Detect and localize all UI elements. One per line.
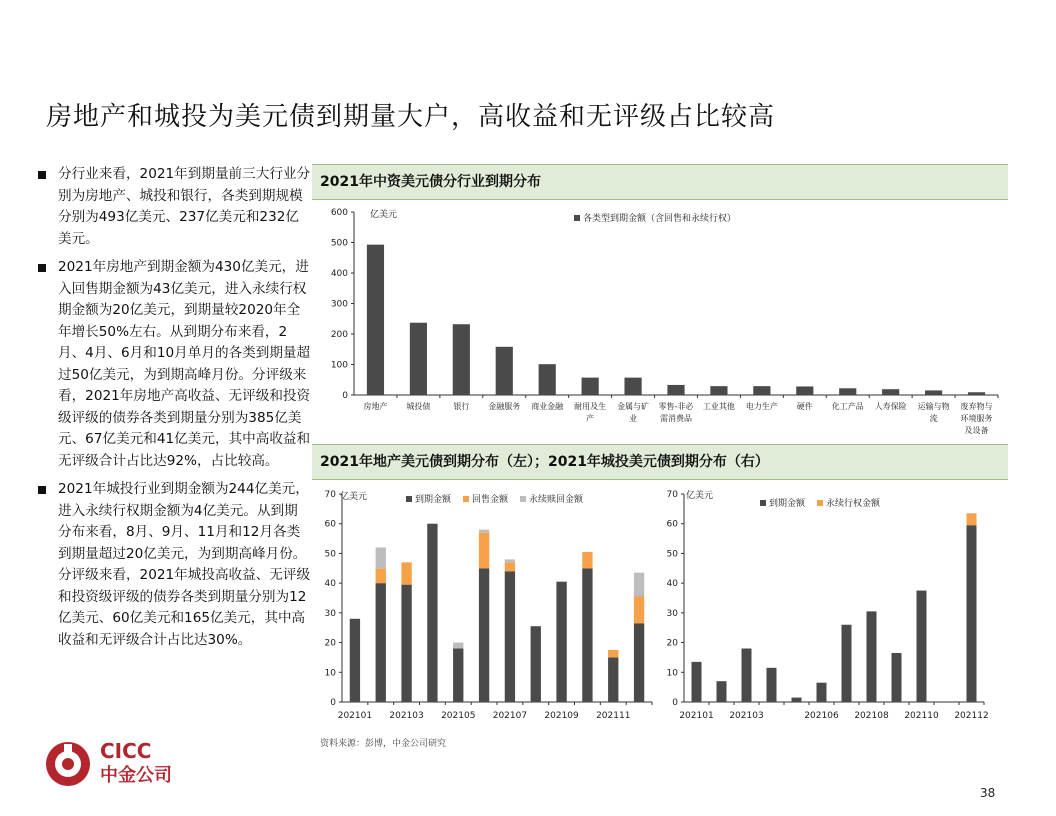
property-y-tick-label: 0	[330, 698, 336, 708]
lgfv-legend-label-0: 到期金额	[769, 499, 806, 509]
industry-category-label: 电力生产	[745, 402, 778, 411]
industry-y-tick-label: 500	[330, 238, 348, 249]
industry-category-label: 流	[929, 414, 938, 423]
property-y-tick-label: 70	[324, 490, 336, 500]
lgfv-unit-label: 亿美元	[686, 491, 714, 501]
property-bar-s0-5	[479, 568, 489, 702]
industry-category-label: 城投债	[406, 402, 431, 411]
lgfv-x-tick-label: 202101	[679, 711, 714, 721]
property-y-tick-label: 20	[324, 638, 336, 649]
industry-bar-s0-7	[667, 385, 684, 395]
property-bar-s1-11	[634, 597, 644, 624]
lgfv-bar-s0-7	[867, 611, 877, 702]
property-legend-label-1: 回售金额	[472, 495, 509, 505]
lgfv-bar-s0-8	[892, 653, 902, 702]
industry-bar-s0-2	[453, 324, 470, 395]
lgfv-bar-s0-4	[792, 698, 802, 702]
industry-maturity-chart	[312, 202, 1008, 440]
industry-y-tick-label: 0	[342, 391, 348, 401]
bullet-square-icon	[38, 486, 46, 494]
lgfv-x-tick-label: 202110	[904, 711, 939, 721]
industry-category-label: 硬件	[796, 402, 813, 411]
industry-bar-s0-8	[710, 386, 727, 395]
industry-bar-s0-9	[753, 386, 770, 395]
page-title: 房地产和城投为美元债到期量大户，高收益和无评级占比较高	[46, 102, 776, 132]
lgfv-maturity-chart	[664, 482, 1008, 728]
property-bar-s2-6	[505, 559, 515, 562]
logo-text-en: CICC	[100, 739, 152, 763]
property-maturity-chart	[312, 482, 664, 728]
bullet-item	[36, 164, 311, 250]
industry-category-label: 耐用及生	[574, 402, 607, 411]
property-x-tick-label: 202103	[389, 711, 424, 721]
property-bar-s0-2	[401, 585, 411, 702]
lgfv-bar-s0-2	[742, 649, 752, 702]
industry-category-label: 化工产品	[831, 402, 864, 411]
property-bar-s1-1	[376, 568, 386, 583]
property-legend-swatch-0	[406, 496, 412, 502]
industry-category-label: 工业其他	[702, 402, 735, 411]
industry-bar-s0-4	[539, 364, 556, 395]
lgfv-y-tick-label: 30	[666, 608, 678, 619]
industry-bar-s0-10	[796, 386, 813, 395]
property-bar-s1-2	[401, 562, 411, 584]
industry-bar-s0-5	[582, 378, 599, 395]
lgfv-legend-label-1: 永续行权金额	[826, 499, 881, 509]
lgfv-bar-s0-5	[817, 683, 827, 702]
source-note: 资料来源：彭博，中金公司研究	[320, 739, 447, 749]
bullet-text: 分行业来看，2021年到期量前三大行业分别为房地产、城投和银行，各类到期规模分别为493亿美元、237亿美元和232亿美元。	[58, 166, 311, 247]
property-bar-s0-11	[634, 623, 644, 702]
industry-bar-s0-3	[496, 347, 513, 395]
property-y-tick-label: 60	[324, 519, 336, 530]
bullet-square-icon	[38, 171, 46, 179]
industry-bar-s0-13	[925, 390, 942, 395]
industry-bar-s0-12	[882, 389, 899, 395]
property-bar-s0-10	[608, 657, 618, 702]
lgfv-x-tick-label: 202103	[729, 711, 764, 721]
lgfv-bar-s0-11	[967, 525, 977, 702]
industry-chart-title: 2021年中资美元债分行业到期分布	[312, 164, 1008, 200]
industry-unit-label: 亿美元	[370, 210, 398, 220]
property-bar-s0-1	[376, 583, 386, 702]
industry-category-label: 运输与物	[917, 402, 950, 411]
property-lgfv-chart-title: 2021年地产美元债到期分布（左）；2021年城投美元债到期分布（右）	[312, 444, 1008, 480]
property-x-tick-label: 202101	[337, 711, 373, 721]
industry-category-label: 零售-非必	[658, 402, 694, 411]
logo-text-cn: 中金公司	[100, 765, 172, 786]
industry-legend-swatch-0	[574, 215, 580, 221]
property-bar-s1-5	[479, 533, 489, 569]
property-bar-s0-8	[556, 582, 566, 702]
property-bar-s0-3	[427, 524, 437, 702]
lgfv-bar-s0-1	[717, 681, 727, 702]
property-bar-s0-9	[582, 568, 592, 702]
lgfv-y-tick-label: 20	[666, 638, 678, 649]
lgfv-bar-s1-11	[967, 513, 977, 525]
property-y-tick-label: 10	[324, 668, 336, 679]
property-bar-s0-7	[531, 626, 541, 702]
bullet-list	[36, 164, 311, 658]
bullet-text: 2021年城投行业到期金额为244亿美元，进入永续行权期金额为4亿美元。从到期分布来看，8月、9月、11月和12月各类到期量超过20亿美元，为到期高峰月份。分评级来看，2021年城投高收益、无评级和投资级评级的债券各类到期量分别为12亿美元、60亿美元和165亿美元，其中高收益和无评级合计占比达30%。	[58, 481, 311, 648]
lgfv-bar-s0-9	[917, 591, 927, 702]
property-bar-s0-4	[453, 649, 463, 702]
property-bar-s1-10	[608, 650, 618, 657]
property-x-tick-label: 202111	[596, 711, 631, 721]
industry-category-label: 及设备	[964, 426, 989, 435]
industry-y-tick-label: 200	[330, 330, 348, 340]
industry-category-label: 业	[629, 414, 638, 423]
industry-bar-s0-6	[624, 378, 641, 395]
property-bar-s2-5	[479, 530, 489, 533]
lgfv-bar-s0-3	[767, 668, 777, 702]
lgfv-y-tick-label: 70	[666, 490, 678, 500]
property-bar-s1-9	[582, 552, 592, 568]
property-x-tick-label: 202105	[441, 711, 476, 721]
property-bar-s2-11	[634, 573, 644, 597]
lgfv-y-tick-label: 10	[666, 668, 678, 679]
property-unit-label: 亿美元	[340, 492, 368, 502]
lgfv-y-tick-label: 50	[666, 549, 678, 560]
page-number: 38	[980, 786, 996, 800]
bullet-item	[36, 479, 311, 651]
property-bar-s0-0	[350, 619, 360, 702]
industry-category-label: 房地产	[363, 402, 388, 411]
lgfv-x-tick-label: 202106	[804, 711, 839, 721]
industry-bar-s0-1	[410, 323, 427, 395]
industry-category-label: 产	[586, 414, 595, 423]
lgfv-x-tick-label: 202108	[854, 711, 889, 721]
industry-category-label: 需消费品	[660, 414, 692, 423]
property-bar-s2-1	[376, 547, 386, 568]
lgfv-y-tick-label: 60	[666, 519, 678, 530]
bullet-text: 2021年房地产到期金额为430亿美元，进入回售期金额为43亿美元，进入永续行权期金额为20亿美元，到期量较2020年全年增长50%左右。从到期分布来看，2月、4月、6月和10月单月的各类到期量超过50亿美元，为到期高峰月份。分评级来看，2021年房地产高收益、无评级和投资级评级的债券各类到期量分别为385亿美元、67亿美元和41亿美元，其中高收益和无评级合计占比达92%，占比较高。	[58, 259, 311, 469]
property-legend-label-2: 永续赎回金额	[529, 495, 584, 505]
industry-y-tick-label: 400	[330, 269, 348, 279]
industry-y-tick-label: 300	[330, 299, 348, 310]
cicc-logo	[42, 736, 202, 796]
property-legend-swatch-1	[463, 496, 469, 502]
lgfv-legend-swatch-0	[760, 500, 766, 506]
industry-category-label: 商业金融	[531, 402, 564, 411]
property-bar-s1-6	[505, 562, 515, 571]
lgfv-y-tick-label: 40	[666, 579, 678, 590]
industry-category-label: 银行	[453, 402, 470, 411]
industry-category-label: 环境服务	[960, 414, 993, 423]
property-bar-s0-6	[505, 571, 515, 702]
lgfv-legend-swatch-1	[817, 500, 823, 506]
industry-category-label: 废弃物与	[960, 402, 993, 411]
industry-y-tick-label: 600	[330, 208, 348, 218]
property-y-tick-label: 40	[324, 579, 336, 590]
property-y-tick-label: 30	[324, 608, 336, 619]
bullet-square-icon	[38, 264, 46, 272]
property-bar-s2-4	[453, 643, 463, 649]
property-y-tick-label: 50	[324, 549, 336, 560]
industry-bar-s0-0	[367, 245, 384, 395]
property-legend-label-0: 到期金额	[415, 495, 452, 505]
industry-bar-s0-11	[839, 388, 856, 395]
bullet-item	[36, 257, 311, 472]
property-legend-swatch-2	[520, 496, 526, 502]
property-x-tick-label: 202107	[492, 711, 528, 721]
lgfv-bar-s0-0	[692, 662, 702, 702]
lgfv-x-tick-label: 202112	[954, 711, 989, 721]
lgfv-y-tick-label: 0	[672, 698, 678, 708]
industry-legend-label-0: 各类型到期金额（含回售和永续行权）	[583, 214, 737, 224]
lgfv-bar-s0-6	[842, 625, 852, 702]
industry-category-label: 金融服务	[488, 402, 521, 411]
property-x-tick-label: 202109	[544, 711, 579, 721]
industry-bar-s0-14	[968, 392, 985, 395]
industry-y-tick-label: 100	[330, 360, 348, 371]
industry-category-label: 人寿保险	[874, 402, 907, 411]
industry-category-label: 金属与矿	[617, 402, 650, 411]
